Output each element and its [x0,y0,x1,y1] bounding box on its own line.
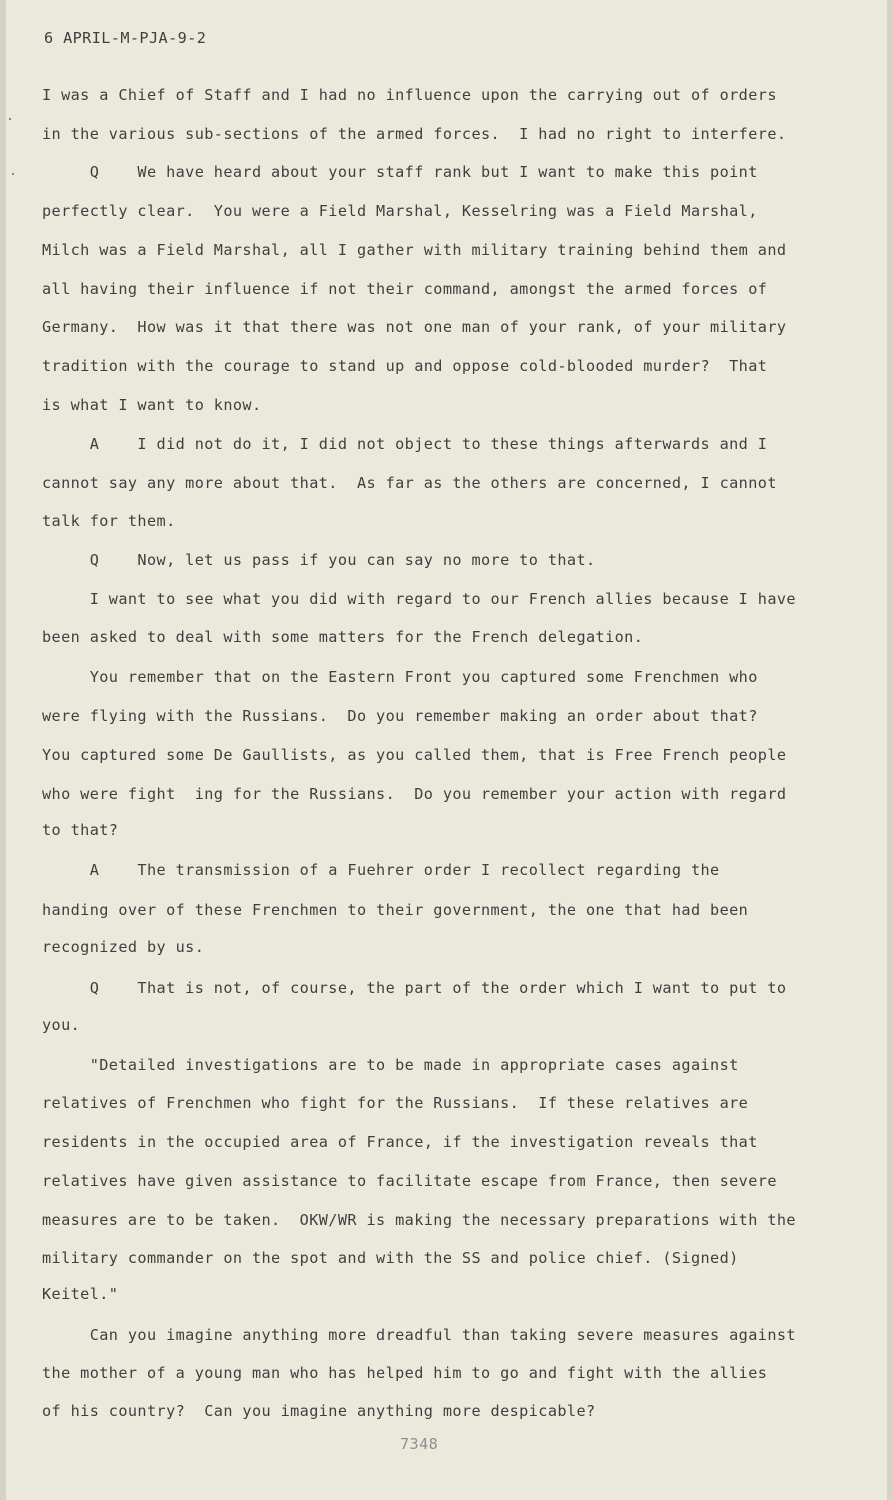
page-reference: 6 APRIL-M-PJA-9-2 [44,29,207,47]
text-line: I want to see what you did with regard to our French allies because I have [42,590,796,608]
text-line: Q Now, let us pass if you can say no more to that. [42,551,596,569]
text-line: relatives of Frenchmen who fight for the Russians. If these relatives are [42,1094,749,1112]
margin-mark [12,173,14,175]
text-line: relatives have given assistance to facilitate escape from France, then severe [42,1172,777,1190]
text-line: cannot say any more about that. As far as the others are concerned, I cannot [42,474,777,492]
text-line: the mother of a young man who has helped him to go and fight with the allies [42,1364,768,1382]
text-line: Milch was a Field Marshal, all I gather with military training behind them and [42,241,787,259]
text-line: who were fight ing for the Russians. Do you remember your action with regard [42,785,787,803]
text-line: were flying with the Russians. Do you remember making an order about that? [42,707,758,725]
text-line: of his country? Can you imagine anything more despicable? [42,1402,596,1420]
page-number: 7348 [400,1435,439,1453]
text-line: you. [42,1016,81,1034]
text-line: in the various sub-sections of the armed forces. I had no right to interfere. [42,125,787,143]
text-line: A I did not do it, I did not object to these things afterwards and I [42,435,768,453]
text-line: I was a Chief of Staff and I had no influence upon the carrying out of orders [42,86,777,104]
text-line: You remember that on the Eastern Front you captured some Frenchmen who [42,668,758,686]
text-line: recognized by us. [42,938,205,956]
text-line: Keitel." [42,1285,119,1303]
text-line: perfectly clear. You were a Field Marshal, Kesselring was a Field Marshal, [42,202,758,220]
text-line: handing over of these Frenchmen to their government, the one that had been [42,901,749,919]
text-line: Germany. How was it that there was not one man of your rank, of your military [42,318,787,336]
text-line: all having their influence if not their command, amongst the armed forces of [42,280,768,298]
text-line: Q That is not, of course, the part of the order which I want to put to [42,979,787,997]
text-line: talk for them. [42,512,176,530]
text-line: military commander on the spot and with the SS and police chief. (Signed) [42,1249,739,1267]
text-line: A The transmission of a Fuehrer order I recollect regarding the [42,861,720,879]
text-line: is what I want to know. [42,396,262,414]
text-line: tradition with the courage to stand up and oppose cold-blooded murder? That [42,357,768,375]
text-line: been asked to deal with some matters for the French delegation. [42,628,644,646]
text-line: You captured some De Gaullists, as you called them, that is Free French people [42,746,787,764]
text-line: measures are to be taken. OKW/WR is making the necessary preparations with the [42,1211,796,1229]
text-line: residents in the occupied area of France, if the investigation reveals that [42,1133,758,1151]
margin-mark [9,118,11,120]
text-line: "Detailed investigations are to be made in appropriate cases against [42,1056,739,1074]
text-line: Q We have heard about your staff rank but I want to make this point [42,163,758,181]
text-line: to that? [42,821,119,839]
text-line: Can you imagine anything more dreadful than taking severe measures against [42,1326,796,1344]
